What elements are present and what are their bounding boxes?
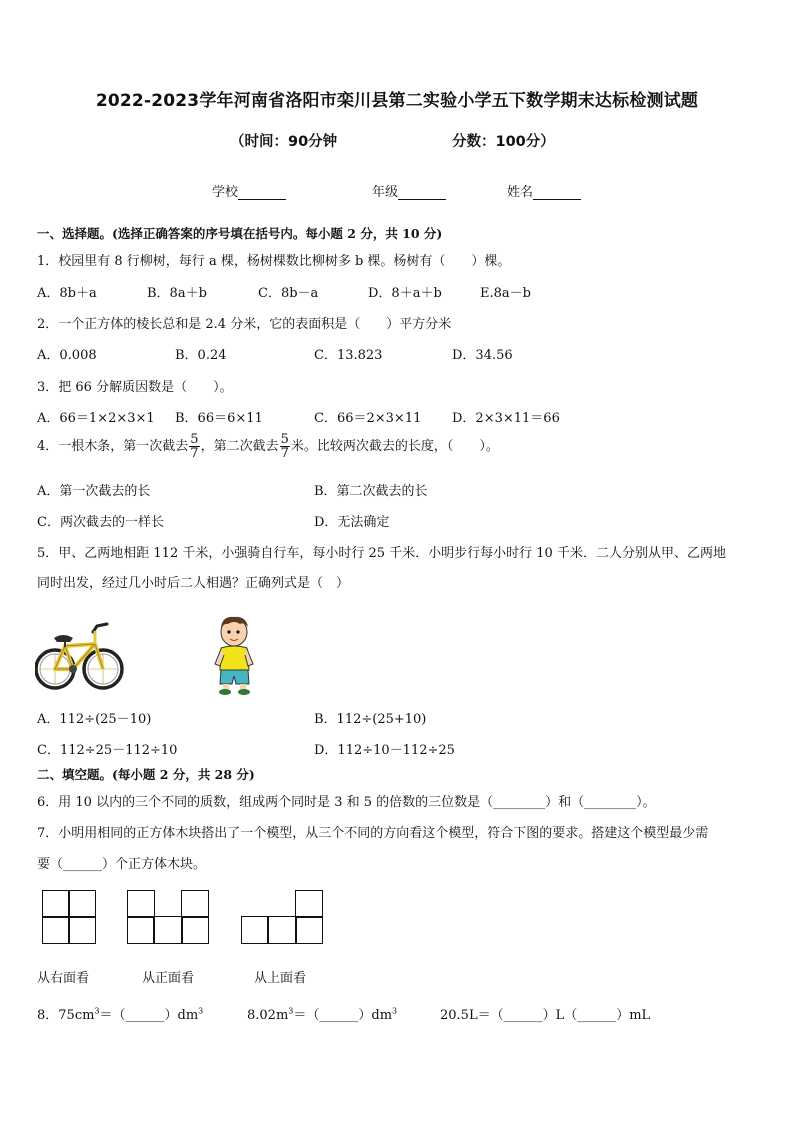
q3-option-d[interactable]: D．2×3×11＝66	[452, 411, 560, 426]
grid-cell	[181, 916, 209, 944]
grade-blank[interactable]	[398, 186, 446, 200]
q4-frac1-numerator: 5	[190, 432, 199, 447]
q4-fraction-1	[189, 433, 199, 460]
q4-option-d[interactable]: D．无法确定	[314, 515, 390, 530]
question-8-part-b	[247, 1004, 397, 1023]
grid-cell	[181, 890, 209, 918]
q8b-exp2: 3	[392, 1006, 398, 1016]
exam-score: 分数：100分）	[452, 134, 555, 150]
q5-option-a[interactable]: A．112÷(25－10)	[37, 712, 152, 727]
question-5-line1: 5．甲、乙两地相距 112 千米，小强骑自行车，每小时行 25 千米．小明步行每小时行 10 千米．二人分别从甲、乙两地	[37, 546, 726, 561]
name-label: 姓名	[507, 185, 534, 200]
q4-part2: ，第二次截去	[200, 439, 279, 454]
q4-frac2-numerator: 5	[280, 432, 289, 447]
question-6: 6．用 10 以内的三个不同的质数，组成两个同时是 3 和 5 的倍数的三位数是（________）和（________）。	[37, 795, 656, 810]
grid-cell	[295, 890, 323, 918]
q3-option-b[interactable]: B．66＝6×11	[175, 411, 263, 426]
grid-cell	[295, 916, 323, 944]
q8b-exp1: 3	[288, 1006, 294, 1016]
question-8-part-c: 20.5L＝（______）L（______）mL	[440, 1008, 651, 1023]
q2-option-a[interactable]: A．0.008	[37, 348, 97, 363]
q4-option-c[interactable]: C．两次截去的一样长	[37, 515, 164, 530]
front-view-figure	[127, 890, 209, 944]
q2-option-b[interactable]: B．0.24	[175, 348, 227, 363]
question-8-part-a	[37, 1004, 203, 1023]
school-label: 学校	[212, 185, 239, 200]
q4-frac1-denominator: 7	[190, 446, 199, 461]
q4-fraction-2	[280, 433, 290, 460]
grid-cell	[153, 916, 183, 944]
q2-option-d[interactable]: D．34.56	[452, 348, 513, 363]
grid-cell	[241, 916, 269, 944]
grid-cell	[127, 890, 155, 918]
q3-option-a[interactable]: A．66＝1×2×3×1	[37, 411, 155, 426]
q8a-post: ＝（______）dm	[99, 1008, 199, 1023]
q4-part3: 米。比较两次截去的长度，（ ）。	[290, 439, 499, 454]
grid-cell	[42, 916, 70, 944]
q4-frac2-denominator: 7	[280, 446, 289, 461]
grid-cell	[127, 916, 155, 944]
question-5-line2: 同时出发，经过几小时后二人相遇？正确列式是（ ）	[37, 576, 350, 591]
q1-option-c[interactable]: C．8b－a	[258, 286, 319, 301]
question-1: 1．校园里有 8 行柳树，每行 a 棵，杨树棵数比柳树多 b 棵。杨树有（ ）棵。	[37, 254, 511, 269]
q5-option-d[interactable]: D．112÷10－112÷25	[314, 743, 455, 758]
q1-option-a[interactable]: A．8b＋a	[37, 286, 97, 301]
boy-icon	[212, 614, 260, 696]
q5-option-c[interactable]: C．112÷25－112÷10	[37, 743, 178, 758]
caption-top-view: 从上面看	[254, 971, 307, 986]
q2-option-c[interactable]: C．13.823	[314, 348, 383, 363]
school-field	[212, 181, 286, 200]
name-field	[507, 181, 581, 200]
question-3: 3．把 66 分解质因数是（ ）。	[37, 380, 233, 395]
grade-label: 年级	[372, 185, 399, 200]
name-blank[interactable]	[533, 186, 581, 200]
q3-option-c[interactable]: C．66＝2×3×11	[314, 411, 422, 426]
q5-option-b[interactable]: B．112÷(25+10)	[314, 712, 427, 727]
question-7-line1: 7．小明用相同的正方体木块搭出了一个模型，从三个不同的方向看这个模型，符合下图的要求。搭建这个模型最少需	[37, 826, 709, 841]
question-4	[37, 433, 499, 460]
exam-time: （时间：90分钟	[230, 134, 338, 150]
top-view-figure	[241, 890, 323, 944]
q4-option-a[interactable]: A．第一次截去的长	[37, 484, 151, 499]
q4-part1: 4．一根木条，第一次截去	[37, 439, 189, 454]
q1-option-d[interactable]: D．8＋a＋b	[368, 286, 442, 301]
grid-cell	[267, 916, 297, 944]
q8a-pre: 8．75cm	[37, 1008, 95, 1023]
caption-right-view: 从右面看	[37, 971, 90, 986]
bicycle-icon	[35, 614, 125, 696]
section1-heading: 一、选择题。(选择正确答案的序号填在括号内。每小题 2 分，共 10 分)	[37, 226, 443, 241]
school-blank[interactable]	[238, 186, 286, 200]
q8b-post: ＝（______）dm	[293, 1008, 393, 1023]
grid-cell	[68, 890, 96, 918]
grid-cell	[68, 916, 96, 944]
q4-option-b[interactable]: B．第二次截去的长	[314, 484, 428, 499]
q8a-exp1: 3	[94, 1006, 100, 1016]
grade-field	[372, 181, 446, 200]
q1-option-b[interactable]: B．8a＋b	[147, 286, 207, 301]
page-title: 2022-2023学年河南省洛阳市栾川县第二实验小学五下数学期末达标检测试题	[95, 91, 699, 111]
q8b-pre: 8.02m	[247, 1008, 289, 1023]
q8a-exp2: 3	[198, 1006, 204, 1016]
caption-front-view: 从正面看	[142, 971, 195, 986]
section2-heading: 二、填空题。(每小题 2 分，共 28 分)	[37, 767, 255, 782]
right-view-figure	[42, 890, 96, 944]
q1-option-e[interactable]: E.8a－b	[480, 286, 531, 301]
grid-cell	[42, 890, 70, 918]
question-7-line2: 要（______）个正方体木块。	[37, 857, 207, 872]
question-2: 2．一个正方体的棱长总和是 2.4 分米，它的表面积是（ ）平方分米	[37, 317, 452, 332]
